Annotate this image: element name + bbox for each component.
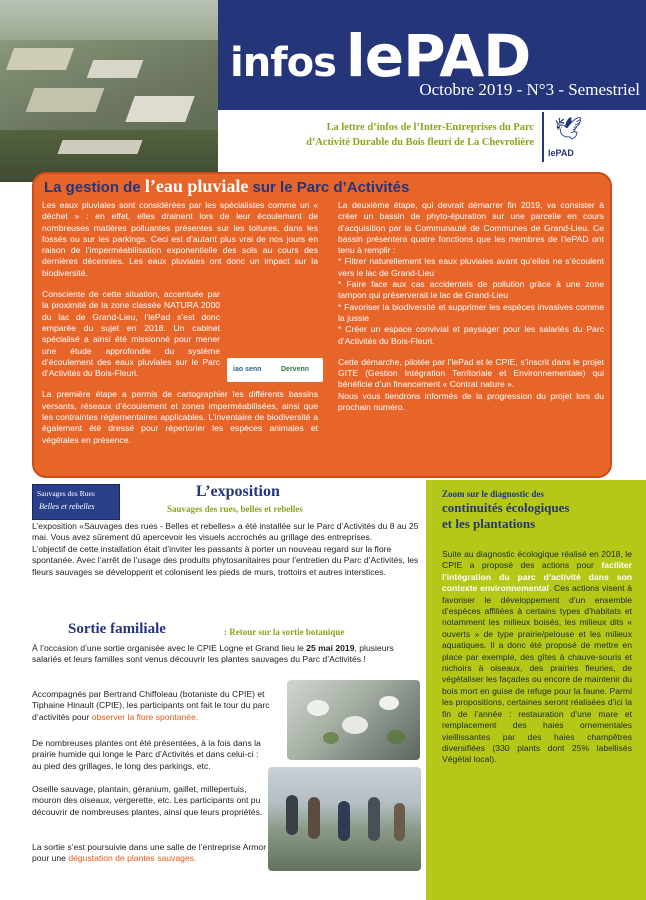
rainwater-bullet: * Favoriser la biodiversité et supprimer les espèces invasives comme la jussie [338, 301, 604, 323]
green-body-pre: Suite au diagnostic écologique réalisé en 2018, le CPIE a proposé des actions pour [442, 549, 632, 571]
rainwater-left-column [42, 200, 318, 456]
partner-logos [227, 358, 323, 382]
rainwater-title [44, 176, 409, 197]
rainwater-right-p3: Nous vous tiendrons informés de la progression du projet lors du prochain numéro. [338, 390, 604, 413]
rainwater-bullet: * Filtrer naturellement les eaux pluviales avant qu’elles ne s’écoulent vers le lac de Grand-Lieu [338, 256, 604, 278]
photo-plant-samples [287, 680, 420, 760]
rainwater-right-p1: La deuxième étape, qui devrait démarrer fin 2019, va consister à créer un bassin de phyto-épuration sur une parcelle en cours d’acquisition par la Communauté de Communes de Grand-Lieu. Ce bassin présentera quatre fonctions que les membres de l’iePAD ont tenu à remplir : [338, 200, 604, 256]
rainwater-right-p2: Cette démarche, pilotée par l’lePad et le CPIE, s’inscrit dans le projet GITE (Gestion Intégration Territoriale et Environnementale) qui bénéficie d’un financement « Contrat nature ». [338, 356, 604, 390]
sortie-p5-link: dégustation de plantes sauvages. [68, 853, 197, 864]
sortie-p5-pre: La sortie s’est poursuivie dans une salle de l’entreprise Armor pour une [32, 842, 267, 864]
photo-participants [268, 767, 421, 871]
rainwater-right-column [338, 200, 604, 423]
rainwater-title-pre: La gestion de [44, 179, 145, 196]
sortie-title: Sortie familiale [68, 621, 166, 637]
sortie-p5 [32, 842, 268, 865]
green-title-line-2: et les plantations [442, 516, 536, 531]
green-kicker: Zoom sur le diagnostic des [442, 489, 544, 499]
sortie-p1 [32, 643, 420, 666]
sortie-p3: De nombreuses plantes ont été présentées, à la fois dans la prairie humide qui longe le Parc d’Activités et dans celui-ci : au pied des grillages, le long des parkings, etc. [32, 738, 261, 771]
bird-icon: 🕊 [554, 116, 582, 141]
sortie-p1-date: 25 mai 2019 [306, 643, 355, 653]
exposition-subtitle: Sauvages des rues, belles et rebelles [167, 504, 303, 514]
partner-logo-1: iao senn [233, 366, 262, 373]
sortie-p2-link: observer la flore spontanée. [91, 711, 199, 722]
sortie-p1-post: , plusieurs salariés et leurs familles sont venus découvrir les plantes sauvages du Parc d’Activités ! [32, 643, 394, 665]
exposition-body [32, 521, 420, 578]
mini-logo-text: lePAD [548, 148, 574, 158]
tagline [232, 120, 534, 150]
green-title-line-1: continuités écologiques [442, 500, 570, 515]
green-title [442, 500, 622, 532]
sauvages-badge-line-2: Belles et rebelles [39, 502, 95, 511]
sortie-subtitle: : Retour sur la sortie botanique [224, 627, 345, 637]
rainwater-p1: Les eaux pluviales sont considérées par les spécialistes comme un « déchet » : en effet, elles drainent lors de leur écoulement de nombreuses matières polluantes présentes sur les toitures, dans les fossés ou sur les parkings. Ceci est d’autant plus vrai de nos jours en raison de l’imperméabilisation exponentielle des sols au cours des dernières décennies. Les eaux pluviales ont donc un impact sur la biodiversité. [42, 200, 318, 278]
logo-main: lePAD [345, 22, 531, 90]
sortie-p2-pre: Accompagnés par Bertrand Chiffoleau (botaniste du CPIE) et Tiphaine Hinault (CPIE), les participants ont fait le tour du parc d’activités pour [32, 689, 270, 722]
rainwater-title-highlight: l’eau pluviale [144, 176, 249, 196]
aerial-photo [0, 0, 218, 182]
logo-prefix: infos [230, 40, 336, 86]
lepad-logo [542, 112, 606, 162]
sortie-p1-pre: À l’occasion d’une sortie organisée avec le CPIE Logne et Grand lieu le [32, 643, 307, 653]
green-body-post: . Ces actions visent à favoriser le développement d’un ensemble d’espèces affiliées à certains types d’habitats et notamment les milieux boisés, les milieux dits « ouverts » de type prairie/pelouse et les milieux aquatiques. Il a donc été proposé de mettre en place par exemple, des gîtes à chauve-souris et nichoirs à oiseaux, des prairies fleuries, de végétaliser les façades ou encore de maintenir du bois mort en guise de refuge pour la faune. Parmi les propositions, certaines seront réalisées d’ici la fin de l’année : restauration d’une mare et remplacement des haies ornementales vieillissantes par des haies champêtres diversifiées (330 plants dont 25% labellisés Végétal local). [442, 583, 632, 765]
partner-logo-2: Dervenn [281, 366, 310, 373]
exposition-title: L’exposition [196, 483, 280, 500]
rainwater-bullet: * Faire face aux cas accidentels de pollution grâce à une zone tampon qui préserverait le lac de Grand-Lieu [338, 279, 604, 301]
issue-line: Octobre 2019 - N°3 - Semestriel [419, 80, 640, 99]
sauvages-badge [32, 484, 120, 520]
green-body-highlight: faciliter l’intégration du parc d’activité dans son contexte environnemental [442, 560, 632, 594]
rainwater-p2: Consciente de cette situation, accentuée par la proximité de la zone classée NATURA 2000 du lac de Grand-Lieu, l’lePad s’est donc emparée du sujet en 2018. Un cabinet spécialisé a ainsi été missionné pour mener une étude approfondie du système d’écoulement des eaux pluviales sur le Parc d’Activités du Bois-Fleuri. [42, 289, 220, 379]
green-body [442, 549, 632, 766]
tagline-line-2: d’Activité Durable du Bois fleuri de La Chevrolière [306, 137, 534, 148]
tagline-line-1: La lettre d’infos de l’Inter-Entreprises du Parc [326, 122, 534, 133]
exposition-p1: L’exposition «Sauvages des rues - Belles et rebelles» a été installée sur le Parc d’Activités du 8 au 25 mai. Vous avez sûrement dû apercevoir les visuels accrochés au grillage des entreprises. [32, 521, 419, 543]
rainwater-p3: La première étape a permis de cartographier les différents bassins versants, réseaux d’écoulement et zones imperméabilisées, ainsi que les contraintes réglementaires applicables. L’inventaire de biodiversité a également été dressé pour répertorier les espèces animales et végétales en présence. [42, 389, 318, 445]
exposition-p2: L’objectif de cette installation était d’inviter les passants à porter un nouveau regard sur la flore spontanée. Avec l’arrêt de l’usage des produits phytosanitaires pour l’entretien du Parc d’Activités, les fleurs sauvages se développent et colonisent les pieds de murs, trottoirs et autres interstices. [32, 543, 419, 577]
rainwater-title-post: sur le Parc d’Activités [248, 179, 410, 196]
sortie-p4: Oseille sauvage, plantain, géranium, gaillet, millepertuis, mouron des oiseaux, vergerette, etc. Les participants ont pu découvrir de nombreuses plantes, ainsi que leurs propriétés. [32, 784, 263, 817]
rainwater-bullet: * Créer un espace convivial et paysager pour les salariés du Parc d’Activités du Bois-Fleuri. [338, 324, 604, 346]
sauvages-badge-line-1: Sauvages des Rues [37, 489, 95, 498]
sortie-p2 [32, 689, 284, 723]
